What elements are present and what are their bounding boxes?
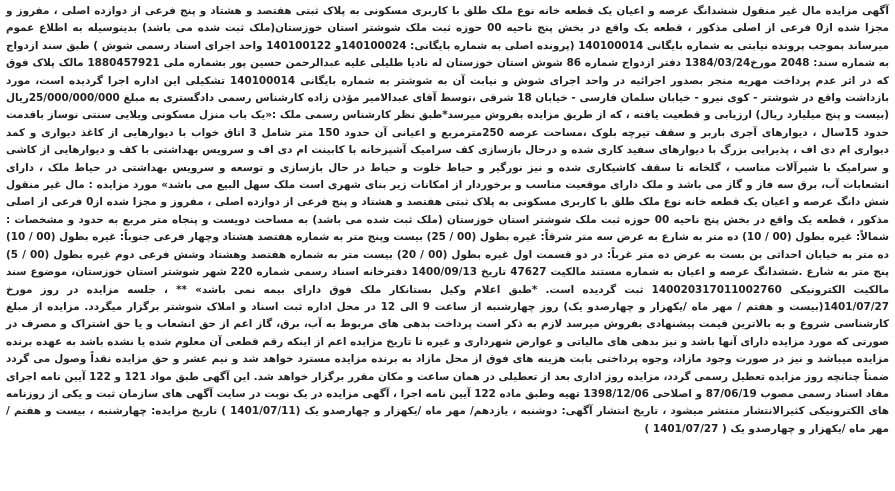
auction-notice-text: آگهی مزایده مال غیر منقول ششدانگ عرصه و اعیان یک قطعه خانه نوع ملک طلق با کاربری مسکونی به پلاک ثبتی هفتصد و هشتاد و پنج فرعی از دوازده اصلی ، مفروز و مجزا شده از0 فرعی از اصلی مذکور ، قطعه یک واقع در بخش پنج ناحیه 00 حوزه ثبت ملک شوشتر استان خوزستان(ملک ثبت شده می باشد) بدینوسیله به اطلاع عموم میرساند بموجب پرونده نیابتی به شماره بایگانی 140100014 (پرونده اصلی به شماره بایگانی: 140100024و 140100122 واحد اجرای اسناد رسمی شوش ) طبق سند ازدواج به شماره سند: 2048 مورخ1384/03/24 دفتر ازدواج شماره 86 شوش استان خوزستان له نادیا طلیلی علیه عبدالرحمن حسین پور بشماره ملی 1880457921 مالک پلاک فوق که در اثر عدم پرداخت مهریه منجر بصدور اجرائیه در واحد اجرای شوش و نیابت آن به شوشتر به شماره بایگانی 140100014 تشکیلی این اداره اجرا گردیده است، مورد بازداشت واقع در شوشتر - کوی نیرو - خیابان سلمان فارسی - خیابان 18 شرقی ،توسط آقای عبدالامیر مؤذن زاده کارشناس رسمی دادگستری به مبلغ 25/000/000/000ریال (بیست و پنج میلیارد ریال) ارزیابی و قطعیت یافته ، که از طریق مزایده بفروش میرسد*طبق نظر کارشناس رسمی ملک :«یک باب منزل مسکونی ویلایی سنتی نوساز باقدمت حدود 15سال ، دیوارهای آجری باربر و سقف تیرچه بلوک ،مساحت عرصه 250مترمربع و اعیانی آن حدود 150 متر شامل 3 اتاق خواب با دیوارهایی از کاغذ دیواری و کمد دیواری ام دی اف ، پذیرایی بزرگ با دیوارهای سفید کاری شده و درحال بازسازی کف سرامیک آشپزخانه با کابینت ام دی اف و سرویس بهداشتی با کف و دیوارهایی از کاشی و سرامیک با شیرآلات مناسب ، گلخانه تا سقف کاشیکاری شده و نیز نورگیر و حیاط خلوت و حیاط در حال بازسازی و توسعه و سرویس بهداشتی در حیاط ملک ، دارای انشعابات آب، برق سه فاز و گاز می باشد و ملک دارای موقعیت مناسب و برخوردار از امکانات زیر بنای شهری است ملک سهل البیع می باشد» مورد مزایده : مال غیر منقول شش دانگ عرصه و اعیان یک قطعه خانه نوع ملک طلق با کاربری مسکونی به پلاک ثبتی هفتصد و هشتاد و پنج فرعی از دوازده اصلی ، مفروز و مجزا شده از0 فرعی از اصلی مذکور ، قطعه یک واقع در بخش پنج ناحیه 00 حوزه ثبت ملک شوشتر استان خوزستان (ملک ثبت شده می باشد) به مساحت دویست و پنجاه متر مربع به حدود و مشخصات : شمالاً: غیره بطول (00 / 10) ده متر به شارع به عرض سه متر شرقاً: غیره بطول (00 / 25) بیست وپنج متر به شماره هفتصد هشتاد وچهار فرعی جنوباً: غیره بطول (00 / 10) ده متر به خیابان احداثی بن بست به عرض ده متر غرباً: در دو قسمت اول غیره بطول (00 / 20) بیست متر به شماره هفتصد وهشتاد وشش فرعی دوم غیره بطول (00 / 5) پنج متر به شارع .ششدانگ عرصه و اعیان به شماره مستند مالکیت 47627 تاریخ 1400/09/13 دفترخانه اسناد رسمی شماره 220 شهر شوشتر استان خوزستان، موضوع سند مالکیت الکترونیکی 140020317011002760 ثبت گردیده است. *طبق اعلام وکیل بستانکار ملک فوق دارای بیمه نمی باشد» ** ، جلسه مزایده در روز مورخ 1401/07/27(بیست و هفتم / مهر ماه /یکهزار و چهارصدو یک) روز چهارشنبه از ساعت 9 الی 12 در محل اداره ثبت اسناد و املاک شوشتر برگزار میگردد. مزایده از مبلغ کارشناسی شروع و به بالاترین قیمت پیشنهادی بفروش میرسد لازم به ذکر است پرداخت بدهی های مربوط به آب، برق، گاز اعم از حق انشعاب و یا حق اشتراک و مصرف در صورتی که مورد مزایده دارای آنها باشد و نیز بدهی های مالیاتی و عوارض شهرداری و غیره تا تاریخ مزایده اعم از اینکه رقم قطعی آن معلوم شده یا نشده باشد به عهده برنده مزایده میباشد و نیز در صورت وجود مازاد، وجوه پرداختی بابت هزینه های فوق از محل مازاد به برنده مزایده مسترد خواهد شد و نیم عشر و حق مزایده نقداً وصول می گردد ضمناً چنانچه روز مزایده تعطیل رسمی گردد، مزایده روز اداری بعد از تعطیلی در همان ساعت و مکان مقرر برگزار خواهد شد. این آگهی طبق مواد 121 و 122 آیین نامه اجرای مفاد اسناد رسمی مصوب 87/06/19 و اصلاحی 1398/12/06 تهیه وطبق ماده 122 آیین نامه اجرا ، آگهی مزایده در یک نوبت در سایت آگهی های سازمان ثبت و یکی از روزنامه های الکترونیکی کثیرالانتشار منتشر میشود ، تاریخ انتشار آگهی: دوشنبه ، یازدهم/ مهر ماه /یکهزار و چهارصدو یک (1401/07/11 ) تاریخ مزایده: چهارشنبه ، بیست و هفتم / مهر ماه /یکهزار و چهارصدو یک ( 1401/07/27 ) — [6, 5, 890, 435]
